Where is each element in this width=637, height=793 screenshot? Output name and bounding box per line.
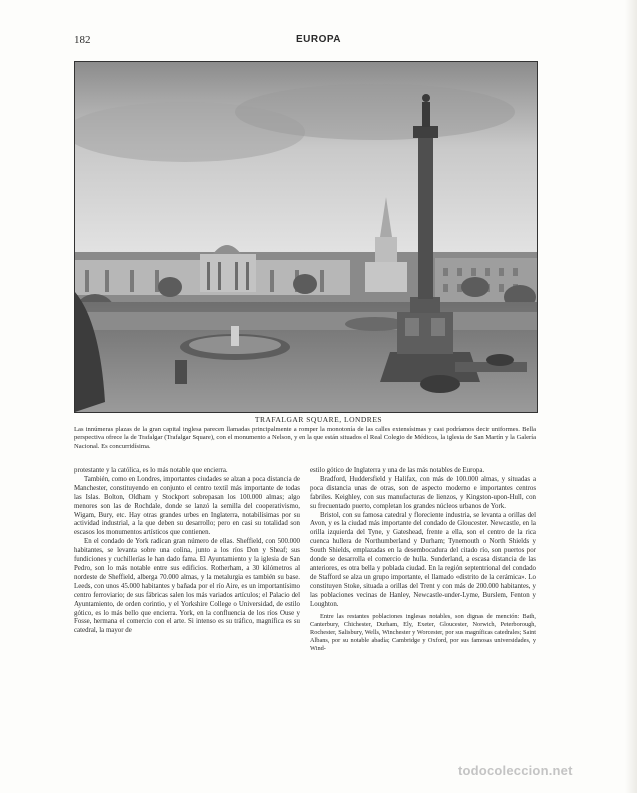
paragraph: Bradford, Huddersfield y Halifax, con más de 100.000 almas, y situadas a poca distancia unas de otras, son de aspecto moderno e importantes centros fabriles. Keighley, con sus manufacturas de lienzos, y Kingston-upon-Hull, con su frecuentado puerto, completan los grandes núcleos urbanos de York. [310, 475, 536, 510]
small-print-paragraph: Entre las restantes poblaciones inglesas notables, son dignas de mención: Bath, Canterbury, Chichester, Durham, Ely, Exeter, Gloucester, Norwich, Peterborough, Rochester, Salisbury, Wells, Winchester y Worcester, por sus magníficas catedrales; Saint Albans, por su notable abadía; Cambridge y Oxford, por sus famosas universidades, y Wind- [310, 612, 536, 652]
page-number: 182 [74, 34, 91, 46]
photo-illustration [75, 62, 537, 412]
right-column [310, 467, 536, 653]
paragraph: En el condado de York radican gran número de ellas. Sheffield, con 500.000 habitantes, se levanta sobre una colina, junto a los ríos Don y Sheaf; sus fundiciones y cuchillerías le han dado fama. El Ayuntamiento y la iglesia de San Pedro, son lo más notable entre sus edificios. Rotherham, a 30 kilómetros al nordeste de Sheffield, alberga 70.000 almas, y la metalurgia es también su base. Leeds, con unos 45.000 habitantes y bañada por el río Aire, es un importantísimo centro ferroviario; de sus fábricas salen los más variados artículos; el Palacio del Ayuntamiento, de orden corintio, y el Yorkshire College o Universidad, de estilo gótico, es lo más bello que encierra. York, en la confluencia de los ríos Ouse y Fosse, hermana el comercio con el arte. Si intenso es su tráfico, magnífica es su catedral, la mayor de [74, 538, 300, 635]
paragraph: estilo gótico de Inglaterra y una de las más notables de Europa. [310, 467, 485, 474]
page-edge [625, 0, 637, 793]
figure-caption: Las innúmeras plazas de la gran capital inglesa parecen llamadas principalmente a romper la monotonía de las calles extensísimas y casi podríamos decir uniformes. Bella perspectiva ofrece la de Trafalgar (Trafalgar Square), con el monumento a Nelson, y en la que están situados el Real Colegio de Médicos, la iglesia de San Martín y la Galería Nacional. Es concurridísima. [74, 426, 536, 450]
paragraph: protestante y la católica, es lo más notable que encierra. [74, 467, 228, 474]
trafalgar-square-photo [74, 61, 538, 413]
paragraph: Bristol, con su famosa catedral y floreciente industria, se levanta a orillas del Avon, y es la ciudad más importante del condado de Gloucester. Newcastle, en la orilla izquierda del Tyne, y Gateshead, frente a ella, son el centro de la rica cuenca hullera de Northumberland y Durham; Tynemouth o North Shields y South Shields, emplazadas en la desembocadura del citado río, son puertos por donde se desarrolla el comercio de hulla. Sunderland, a escasa distancia de las anteriores, es otra bella y poblada ciudad. En la región septentrional del condado de Stafford se alza un grupo importante, el llamado «distrito de la cerámica». Lo constituyen Stoke, situada a orillas del Trent y con más de 200.000 habitantes, y las poblaciones vecinas de Hanley, Newcastle-under-Lyme, Burslem, Fenton y Loughton. [310, 511, 536, 608]
running-title: EUROPA [295, 34, 342, 45]
figure-title: TRAFALGAR SQUARE, LONDRES [254, 415, 383, 424]
watermark-logo: todocoleccion.net [458, 763, 573, 778]
paragraph: También, como en Londres, importantes ciudades se alzan a poca distancia de Manchester, constituyendo en conjunto el centro textil más importante de todas las Islas. Bolton, Oldham y Stockport sobrepasan los 100.000 almas; algo menores son las de Rochdale, donde se lanzó la semilla del cooperativismo, Wigam, Bury, etc. Hay otras grandes urbes en Inglaterra, notabilísimas por su actividad industrial, a la que deben su desarrollo; pero en casi su totalidad son escasos los monumentos artísticos que contienen. [74, 475, 300, 537]
left-column [74, 467, 300, 636]
